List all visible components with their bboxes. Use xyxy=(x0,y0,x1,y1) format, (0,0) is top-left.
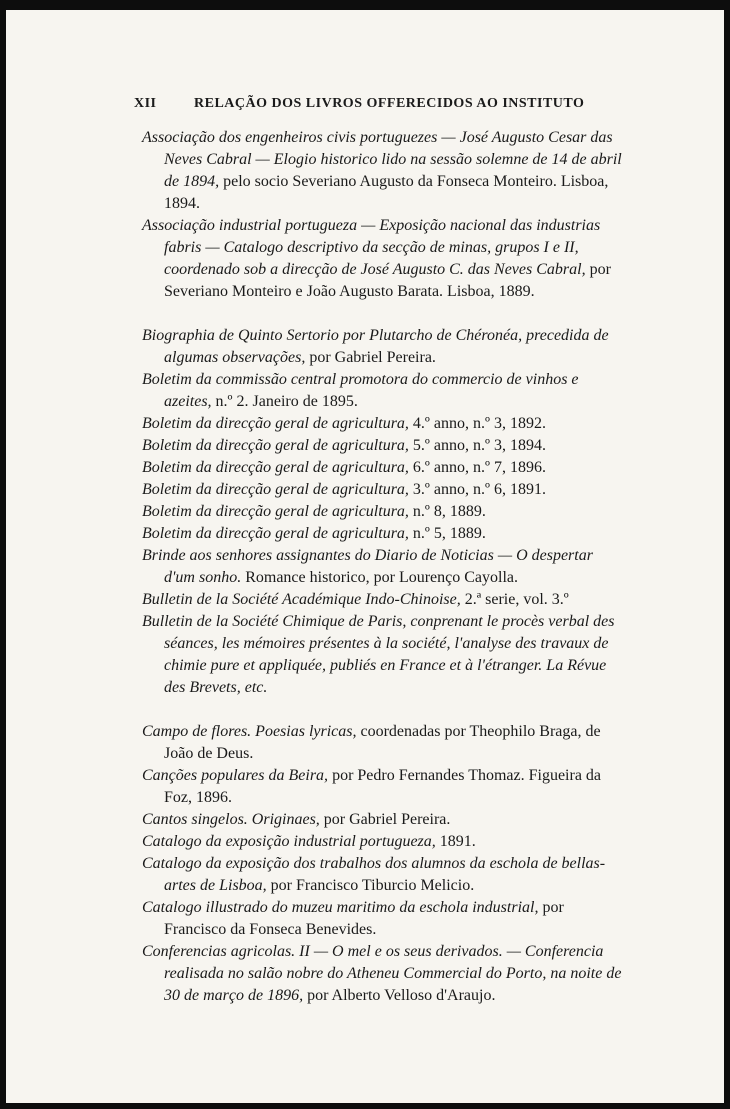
group-spacer xyxy=(142,699,624,721)
bibliography-entry xyxy=(142,545,624,589)
entry-details: n.º 5, 1889. xyxy=(408,525,486,542)
entry-details: coordenadas por Theophilo Braga, de João de Deus. xyxy=(164,723,601,762)
bibliography-entry xyxy=(142,413,624,435)
entry-title: Boletim da direcção geral de agricultura, xyxy=(142,415,409,432)
entry-details: n.º 2. Janeiro de 1895. xyxy=(211,393,358,410)
entry-details: por Pedro Fernandes Thomaz. Figueira da Foz, 1896. xyxy=(164,767,602,806)
bibliography-entry xyxy=(142,853,624,897)
entry-title: Canções populares da Beira, xyxy=(142,767,329,784)
entry-title: Bulletin de la Société Chimique de Paris, conprenant le procès verbal des séances, les mémoires présentes à la société, l'analyse des travaux de chimie pure et appliquée, publiés en France et à l'étranger. La Révue des Brevets, etc. xyxy=(142,613,615,696)
entry-title: Boletim da commissão central promotora do commercio de vinhos e azeites, xyxy=(142,371,579,410)
bibliography-entry xyxy=(142,941,624,1007)
entry-title: Associação industrial portugueza — Exposição nacional das industrias fabris — Catalogo descriptivo da secção de minas, grupos I e II, coordenado sob a direcção de José Augusto C. das Neves Cabral, xyxy=(142,217,601,278)
entry-details: 4.º anno, n.º 3, 1892. xyxy=(408,415,546,432)
entry-title: Catalogo da exposição industrial portugueza, xyxy=(142,833,436,850)
bibliography-entry xyxy=(142,721,624,765)
bibliography-entry xyxy=(142,831,624,853)
bibliography-entry xyxy=(142,589,624,611)
entry-title: Cantos singelos. Originaes, xyxy=(142,811,320,828)
entry-title: Boletim da direcção geral de agricultura, xyxy=(142,481,409,498)
entry-details: pelo socio Severiano Augusto da Fonseca Monteiro. Lisboa, 1894. xyxy=(164,173,609,212)
entry-details: 3.º anno, n.º 6, 1891. xyxy=(408,481,546,498)
entry-title: Brinde aos senhores assignantes do Diario de Noticias — O despertar d'um sonho. xyxy=(142,547,593,586)
entry-details: 1891. xyxy=(435,833,476,850)
running-title: RELAÇÃO DOS LIVROS OFFERECIDOS AO INSTITUTO xyxy=(194,96,585,111)
page-number: XII xyxy=(134,96,157,111)
entry-details: por Francisco Tiburcio Melicio. xyxy=(266,877,475,894)
bibliography-entry xyxy=(142,457,624,479)
entry-title: Catalogo illustrado do muzeu maritimo da eschola industrial, xyxy=(142,899,539,916)
bibliography-entry xyxy=(142,765,624,809)
entry-title: Boletim da direcção geral de agricultura, xyxy=(142,437,409,454)
bibliography-entry xyxy=(142,435,624,457)
entry-details: Romance historico, por Lourenço Cayolla. xyxy=(241,569,519,586)
entry-details: por Francisco da Fonseca Benevides. xyxy=(164,899,564,938)
bibliography-list xyxy=(142,127,624,1007)
bibliography-entry xyxy=(142,897,624,941)
bibliography-entry xyxy=(142,479,624,501)
entry-details: 6.º anno, n.º 7, 1896. xyxy=(408,459,546,476)
entry-title: Conferencias agricolas. II — O mel e os seus derivados. — Conferencia realisada no salão nobre do Atheneu Commercial do Porto, na noite de 30 de março de 1896, xyxy=(142,943,622,1004)
bibliography-entry xyxy=(142,127,624,215)
entry-title: Bulletin de la Société Académique Indo-Chinoise, xyxy=(142,591,461,608)
entry-details: por Gabriel Pereira. xyxy=(305,349,436,366)
entry-details: 5.º anno, n.º 3, 1894. xyxy=(408,437,546,454)
entry-title: Associação dos engenheiros civis portuguezes — José Augusto Cesar das Neves Cabral — Elogio historico lido na sessão solemne de 14 de abril de 1894, xyxy=(142,129,622,190)
entry-title: Campo de flores. Poesias lyricas, xyxy=(142,723,357,740)
bibliography-entry xyxy=(142,523,624,545)
book-page xyxy=(6,10,724,1103)
entry-details: n.º 8, 1889. xyxy=(408,503,486,520)
entry-title: Boletim da direcção geral de agricultura, xyxy=(142,459,409,476)
entry-title: Biographia de Quinto Sertorio por Plutarcho de Chéronéa, precedida de algumas observações, xyxy=(142,327,609,366)
bibliography-entry xyxy=(142,611,624,699)
group-spacer xyxy=(142,303,624,325)
bibliography-entry xyxy=(142,501,624,523)
entry-details: por Gabriel Pereira. xyxy=(319,811,451,828)
entry-title: Boletim da direcção geral de agricultura, xyxy=(142,525,409,542)
entry-title: Boletim da direcção geral de agricultura, xyxy=(142,503,409,520)
bibliography-entry xyxy=(142,809,624,831)
bibliography-entry xyxy=(142,325,624,369)
bibliography-entry xyxy=(142,369,624,413)
entry-details: por Severiano Monteiro e João Augusto Barata. Lisboa, 1889. xyxy=(164,261,611,300)
entry-details: por Alberto Velloso d'Araujo. xyxy=(303,987,496,1004)
entry-title: Catalogo da exposição dos trabalhos dos alumnos da escholа de bellas-artes de Lisboa, xyxy=(142,855,606,894)
bibliography-entry xyxy=(142,215,624,303)
running-header xyxy=(134,96,594,112)
entry-details: 2.ª serie, vol. 3.º xyxy=(460,591,569,608)
